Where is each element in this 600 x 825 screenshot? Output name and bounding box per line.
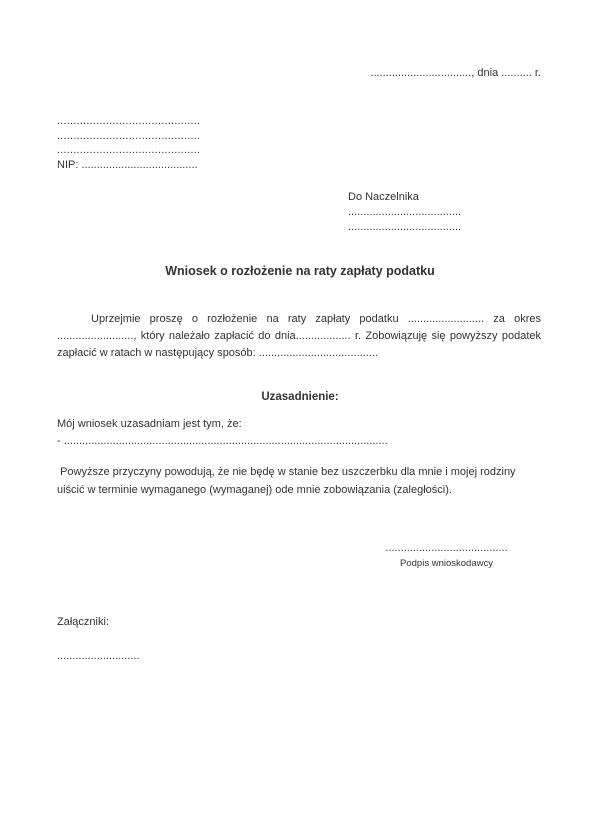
justification-heading: Uzasadnienie: — [261, 391, 339, 403]
signature-fill-line: ........................................ — [385, 542, 508, 554]
signature-caption: Podpis wnioskodawcy — [400, 558, 493, 569]
addressee-fill-line: ..................................... — [348, 221, 462, 233]
sender-fill-line: ............................................ — [57, 129, 201, 142]
sender-block — [57, 114, 200, 172]
justification-block — [57, 416, 541, 450]
attachments-fill-line: ........................... — [57, 650, 140, 662]
date-fill-line: ................................., dnia .......... r. — [370, 67, 541, 79]
closing-paragraph: Powyższe przyczyny powodują, że nie będę w stanie bez uszczerbku dla mnie i mojej rodziny uiścić w terminie wymaganego (wymaganej) ode mnie zobowiązania (zaległości). — [57, 466, 519, 496]
sender-fill-line: ............................................ — [57, 115, 201, 127]
request-paragraph: Uprzejmie proszę o rozłożenie na raty zapłaty podatku ......................... za okres ........................., który należało zapłacić do dnia.................. r. Zobowiązuję się powyższy podatek zapłacić w ratach w następujący sposób: ....................................... — [57, 313, 541, 360]
document-title: Wniosek o rozłożenie na raty zapłaty podatku — [165, 264, 435, 278]
addressee-block — [348, 190, 461, 235]
justification-intro: Mój wniosek uzasadniam jest tym, że: — [57, 418, 242, 430]
attachments-label: Załączniki: — [57, 616, 109, 628]
signature-block — [376, 542, 517, 570]
addressee-fill-line: ..................................... — [348, 206, 462, 218]
addressee-heading: Do Naczelnika — [348, 191, 419, 203]
sender-fill-line: ............................................ — [57, 144, 201, 156]
justification-item-line: - .......................................................................................................... — [57, 435, 388, 447]
sender-nip-line: NIP: ...................................... — [57, 158, 198, 171]
